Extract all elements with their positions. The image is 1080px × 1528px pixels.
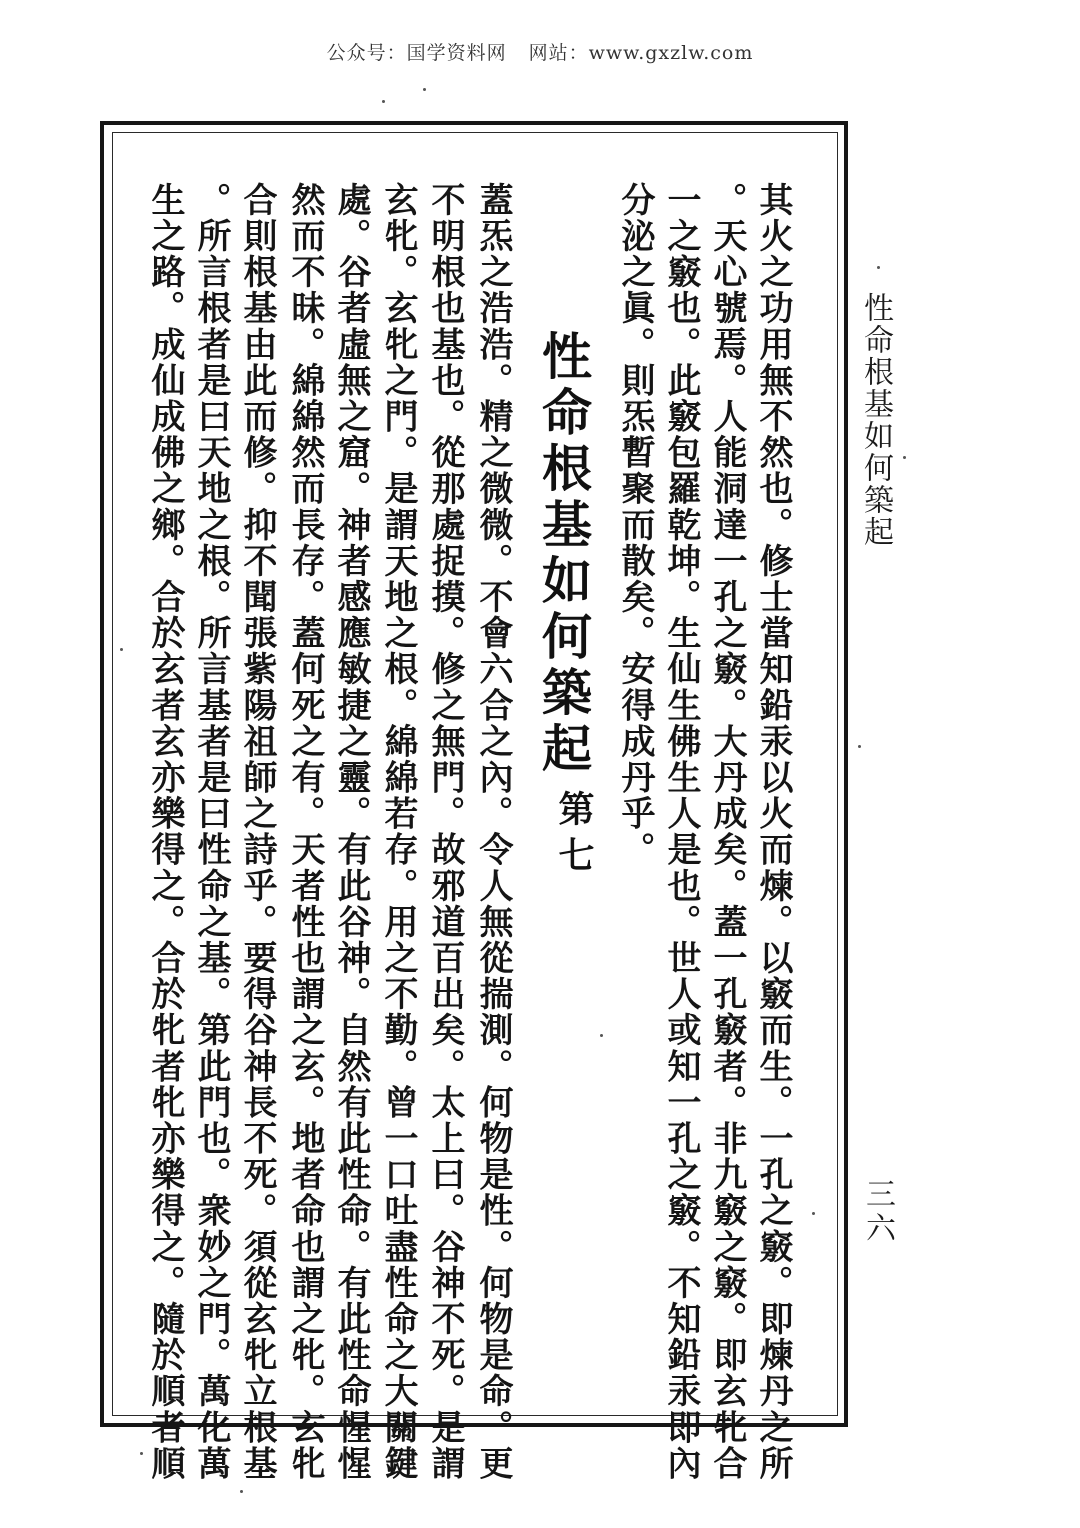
scan-speck (423, 88, 426, 91)
header-website: 网站：www.gxzlw.com (528, 42, 754, 64)
scan-speck (600, 1034, 603, 1037)
text-column-4: 分泌之眞。則炁暫聚而散矣。安得成丹乎。 (615, 182, 655, 868)
page-number: 三六 (860, 1178, 895, 1246)
chapter-title: 性命根基如何築起 (534, 330, 593, 778)
text-column-8: 處。谷者虛無之窟。神者感應敏捷之靈。有此谷神。自然有此性命。有此性命惺惺 (331, 182, 371, 1482)
text-column-9: 然而不昧。綿綿然而長存。蓋何死之有。天者性也謂之玄。地者命也謂之牝。玄牝 (285, 182, 325, 1482)
text-column-7: 玄牝。玄牝之門。是謂天地之根。綿綿若存。用之不勤。曾一口吐盡性命之大關鍵 (378, 182, 418, 1482)
page-header (0, 38, 1080, 65)
scan-speck (382, 100, 385, 103)
scan-speck (140, 1452, 143, 1455)
scan-speck (877, 266, 880, 269)
text-column-3: 一之竅也。此竅包羅乾坤。生仙生佛生人是也。世人或知一孔之竅。不知鉛汞即內 (661, 182, 701, 1482)
scan-speck (812, 1212, 815, 1215)
text-column-12: 生之路。成仙成佛之鄉。合於玄者玄亦樂得之。合於牝者牝亦樂得之。隨於順者順 (145, 182, 185, 1482)
scan-speck (120, 648, 123, 651)
header-public-account: 公众号：国学资料网 (326, 42, 507, 64)
scan-speck (240, 1490, 243, 1493)
text-column-11: 。所言根者是曰天地之根。所言基者是曰性命之基。第此門也。衆妙之門。萬化萬 (191, 182, 231, 1482)
running-head: 性命根基如何築起 (858, 292, 893, 548)
scan-speck (903, 456, 906, 459)
chapter-number: 第七 (553, 790, 595, 882)
text-column-10: 合則根基由此而修。抑不聞張紫陽祖師之詩乎。要得谷神長不死。須從玄牝立根基 (237, 182, 277, 1482)
text-column-1: 其火之功用無不然也。修士當知鉛汞以火而煉。以竅而生。一孔之竅。即煉丹之所 (753, 182, 793, 1482)
text-column-6: 不明根也基也。從那處捉摸。修之無門。故邪道百出矣。太上曰。谷神不死。是謂 (425, 182, 465, 1482)
text-column-2: 。天心號焉。人能洞達一孔之竅。大丹成矣。蓋一孔竅者。非九竅之竅。即玄牝合 (707, 182, 747, 1482)
text-column-5: 蓋炁之浩浩。精之微微。不會六合之內。令人無從揣測。何物是性。何物是命。更 (473, 182, 513, 1482)
scan-speck (858, 745, 861, 748)
